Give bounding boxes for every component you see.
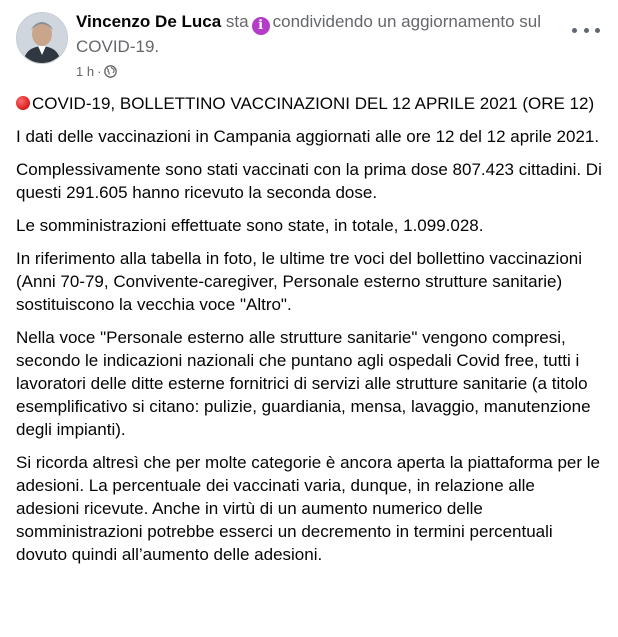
post-paragraph: Si ricorda altresì che per molte categorie è ancora aperta la piattaforma per le adesioni. La percentuale dei vaccinati varia, dunque, in relazione alle adesioni ricevute. Anche in virtù di un aumento numerico delle somministrazioni potrebbe esserci un decremento in termini percentuali dovuto quindi all’aumento delle adesioni.	[16, 453, 600, 564]
post-paragraph: Le somministrazioni effettuate sono state, in totale, 1.099.028.	[16, 216, 484, 235]
more-dot-icon	[595, 28, 600, 33]
post-paragraph-title	[16, 92, 602, 115]
post-headline: COVID-19, BOLLETTINO VACCINAZIONI DEL 12 APRILE 2021 (ORE 12)	[32, 94, 595, 113]
info-icon: i	[252, 17, 270, 35]
post-body	[16, 92, 602, 576]
post-paragraph: In riferimento alla tabella in foto, le ultime tre voci del bollettino vaccinazioni (Anni 70-79, Convivente-caregiver, Personale esterno strutture sanitarie) sostituiscono la vecchia voce "Altro".	[16, 249, 583, 314]
status-prefix: sta	[225, 12, 249, 31]
status-text: condividendo un aggiornamento sul COVID-19.	[76, 12, 542, 56]
avatar-portrait-icon	[17, 13, 67, 63]
globe-icon[interactable]	[104, 65, 117, 78]
post-paragraph: I dati delle vaccinazioni in Campania aggiornati alle ore 12 del 12 aprile 2021.	[16, 127, 600, 146]
author-avatar[interactable]	[16, 12, 68, 64]
post-paragraph: Complessivamente sono stati vaccinati con la prima dose 807.423 cittadini. Di questi 291.605 hanno ricevuto la seconda dose.	[16, 160, 602, 202]
meta-separator: ·	[97, 64, 102, 79]
post-time[interactable]: 1 h	[76, 64, 95, 79]
more-dot-icon	[572, 28, 577, 33]
red-circle-icon	[16, 96, 30, 110]
post-meta	[76, 64, 117, 79]
author-name[interactable]: Vincenzo De Luca	[76, 12, 222, 31]
more-options-button[interactable]	[572, 18, 600, 42]
post-title-line	[76, 10, 546, 59]
post-paragraph: Nella voce "Personale esterno alle strutture sanitarie" vengono compresi, secondo le indicazioni nazionali che puntano agli ospedali Covid free, tutti i lavoratori delle ditte esterne fornitrici di servizi alle strutture sanitarie (a titolo esemplificativo si citano: pulizie, guardiania, mensa, lavaggio, manutenzione degli impianti).	[16, 328, 591, 439]
more-dot-icon	[584, 28, 589, 33]
